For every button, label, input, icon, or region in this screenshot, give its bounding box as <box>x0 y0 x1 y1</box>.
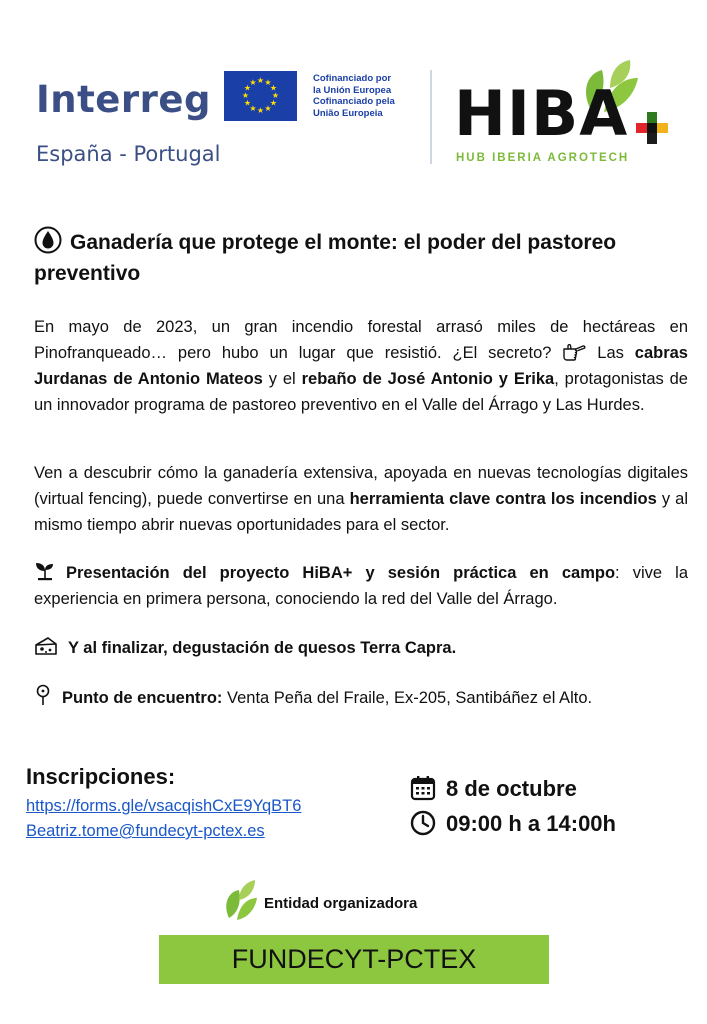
drop-icon <box>34 226 62 254</box>
intro-paragraph: En mayo de 2023, un gran incendio forestal arrasó miles de hectáreas en Pinofranqueado… pero hubo un lugar que resistió. ¿El secreto? Las cabras Jurdanas de Antonio Mateos y el rebaño de José Antonio y Erika, protagonistas de un innovador programa de pastoreo preventivo en el Valle del Árrago y Las Hurdes. <box>34 318 688 414</box>
calendar-icon <box>410 775 436 801</box>
event-title: Ganadería que protege el monte: el poder del pastoreo preventivo <box>34 226 674 289</box>
event-date: 8 de octubre <box>410 775 577 802</box>
svg-text:★: ★ <box>241 91 250 100</box>
hiba-tagline: HUB IBERIA AGROTECH <box>456 152 630 164</box>
registration-title: Inscripciones: <box>26 764 176 789</box>
leaf-icon <box>223 880 257 920</box>
svg-text:★: ★ <box>249 104 257 113</box>
svg-text:★: ★ <box>256 106 265 115</box>
contact-email-link[interactable]: Beatriz.tome@fundecyt-pctex.es <box>26 822 265 840</box>
svg-text:★: ★ <box>249 78 257 87</box>
hiba-logo: HIBA <box>454 77 629 150</box>
plus-icon <box>636 112 668 144</box>
svg-text:★: ★ <box>256 76 265 85</box>
interreg-region: España - Portugal <box>36 142 221 166</box>
organizer-label: Entidad organizadora <box>264 895 418 912</box>
svg-text:★: ★ <box>264 104 272 113</box>
header-divider <box>430 70 432 164</box>
cheese-icon <box>34 636 58 656</box>
description-paragraph: Ven a descubrir cómo la ganadería extensiva, apoyada en nuevas tecnologías digitales (virtual fencing), puede convertirse en una herramienta clave contra los incendios y al mismo tiempo abrir nuevas oportunidades para el sector. <box>34 464 688 534</box>
interreg-logo: Interreg <box>36 78 211 121</box>
location-pin-icon <box>34 684 52 706</box>
pointing-hand-icon <box>562 343 586 361</box>
svg-text:★: ★ <box>269 83 278 93</box>
svg-text:★: ★ <box>271 91 280 100</box>
svg-text:★: ★ <box>264 78 272 87</box>
meeting-point-line: Punto de encuentro: Venta Peña del Fraile, Ex-205, Santibáñez el Alto. <box>34 684 688 711</box>
svg-text:★: ★ <box>243 83 252 93</box>
clock-icon <box>410 810 436 836</box>
presentation-line: Presentación del proyecto HiBA+ y sesión práctica en campo: vive la experiencia en primera persona, conociendo la red del Valle del Árrago. <box>34 560 688 612</box>
tasting-line: Y al finalizar, degustación de quesos Terra Capra. <box>34 635 688 661</box>
eu-flag-icon <box>224 71 297 121</box>
eu-cofinance-text: Cofinanciado por la Unión Europea Cofinanciado pela União Europeia <box>313 73 395 119</box>
seedling-icon <box>34 561 56 581</box>
event-time: 09:00 h a 14:00h <box>410 810 616 837</box>
organizer-name: FUNDECYT-PCTEX <box>231 944 477 974</box>
svg-text:★: ★ <box>243 98 252 108</box>
svg-text:★: ★ <box>269 98 278 108</box>
registration-form-link[interactable]: https://forms.gle/vsacqishCxE9YqBT6 <box>26 797 302 815</box>
